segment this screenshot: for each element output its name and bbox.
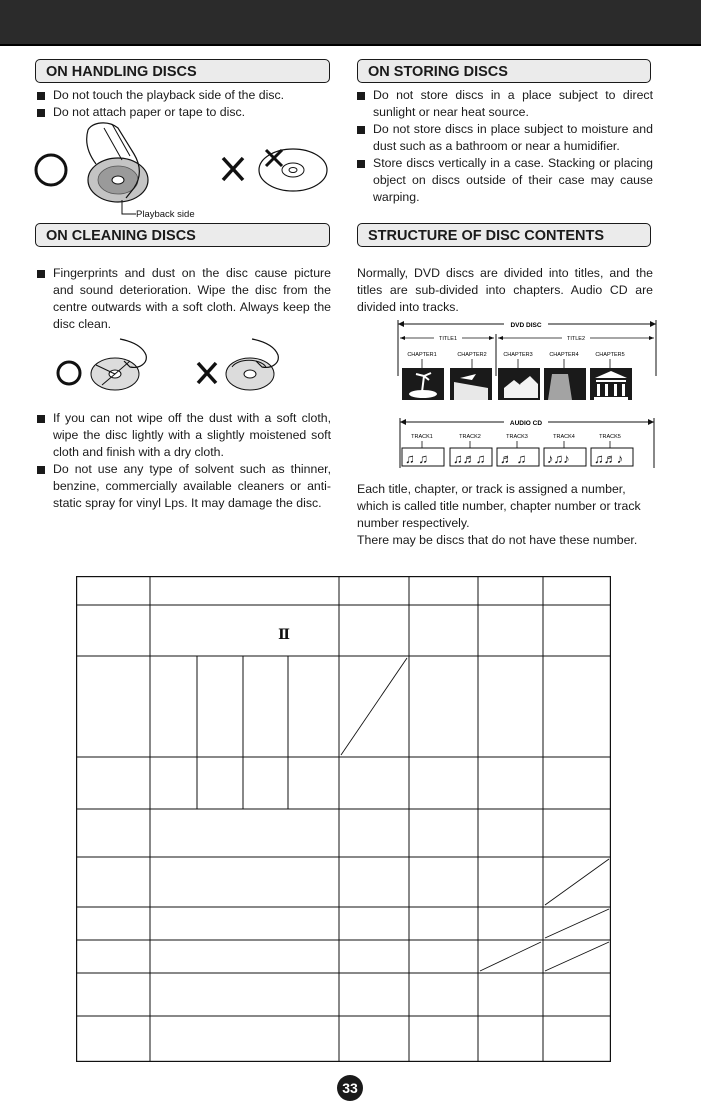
cleaning-bullets-more (37, 410, 331, 512)
structure-diagram (396, 318, 661, 470)
wipe-outward-disc-icon (91, 339, 146, 390)
svg-text:♫♬♪: ♫♬♪ (594, 451, 624, 466)
top-bar (0, 0, 701, 46)
storing-bullet-2: Do not store discs in place subject to moisture and dust such as a bathroom or near a humidifier. (357, 121, 653, 155)
track-2-label: TRACK2 (459, 434, 481, 440)
track-5-label: TRACK5 (599, 434, 621, 440)
ok-circle-icon (36, 155, 66, 185)
svg-text:♫♬♫: ♫♬♫ (453, 451, 486, 466)
track-3-label: TRACK3 (506, 434, 528, 440)
not-ok-cross-icon (223, 158, 243, 180)
track-1-label: TRACK1 (411, 434, 433, 440)
title-2-label: TITLE2 (566, 336, 586, 342)
dvd-disc-label: DVD DISC (510, 322, 542, 329)
handling-illustration (30, 118, 340, 220)
storing-bullets (357, 87, 653, 206)
roman-numeral-mark: Ⅱ (278, 627, 290, 643)
handling-header: ON HANDLING DISCS (35, 59, 330, 83)
svg-text:♪♫♪: ♪♫♪ (547, 451, 570, 466)
storing-bullet-1: Do not store discs in a place subject to direct sunlight or near heat source. (357, 87, 653, 121)
playback-side-label: Playback side (136, 209, 195, 220)
cleaning-bullet-1: Fingerprints and dust on the disc cause picture and sound deterioration. Wipe the disc from the centre outwards with a soft cloth. Always keep the disc clean. (37, 265, 331, 333)
not-ok-cross-icon (198, 363, 216, 383)
structure-outro-2: There may be discs that do not have these number. (357, 533, 638, 547)
handling-bullet-2: Do not attach paper or tape to disc. (37, 104, 337, 121)
cleaning-illustration (50, 337, 320, 397)
page-number: 33 (337, 1075, 363, 1101)
wipe-circular-disc-icon (226, 339, 278, 390)
chapter-4-label: CHAPTER4 (549, 352, 579, 358)
structure-outro-1: Each title, chapter, or track is assigned a number, which is called title number, chapter number or track number respectively. (357, 482, 641, 530)
structure-header: STRUCTURE OF DISC CONTENTS (357, 223, 651, 247)
storing-header: ON STORING DISCS (357, 59, 651, 83)
handling-bullets (37, 87, 337, 121)
ok-circle-icon (58, 362, 80, 384)
structure-intro: Normally, DVD discs are divided into titles, and the titles are sub-divided into chapters. Audio CD are divided into tracks. (357, 266, 653, 314)
svg-text:♬ ♫: ♬ ♫ (500, 451, 527, 466)
disc-with-tape-icon (259, 149, 327, 191)
hand-holding-disc-icon (87, 123, 148, 202)
chapter-5-label: CHAPTER5 (595, 352, 625, 358)
svg-text:♫ ♫: ♫ ♫ (405, 451, 429, 466)
structure-outro (357, 481, 653, 549)
spec-table (76, 576, 611, 1062)
cleaning-header: ON CLEANING DISCS (35, 223, 330, 247)
storing-bullet-3: Store discs vertically in a case. Stacking or placing object on discs outside of their case may cause warping. (357, 155, 653, 206)
cleaning-bullet-3: Do not use any type of solvent such as thinner, benzine, commercially available cleaners or anti-static spray for vinyl Lps. It may damage the disc. (37, 461, 331, 512)
title-1-label: TITLE1 (438, 336, 458, 342)
chapter-1-label: CHAPTER1 (407, 352, 437, 358)
cleaning-bullet-2: If you can not wipe off the dust with a soft cloth, wipe the disc lightly with a slightly moistened soft cloth and finish with a dry cloth. (37, 410, 331, 461)
audio-cd-label: AUDIO CD (509, 420, 543, 427)
chapter-2-label: CHAPTER2 (457, 352, 487, 358)
handling-bullet-1: Do not touch the playback side of the disc. (37, 87, 337, 104)
chapter-3-label: CHAPTER3 (503, 352, 533, 358)
cleaning-bullet-1-wrap (37, 265, 331, 333)
track-4-label: TRACK4 (553, 434, 575, 440)
